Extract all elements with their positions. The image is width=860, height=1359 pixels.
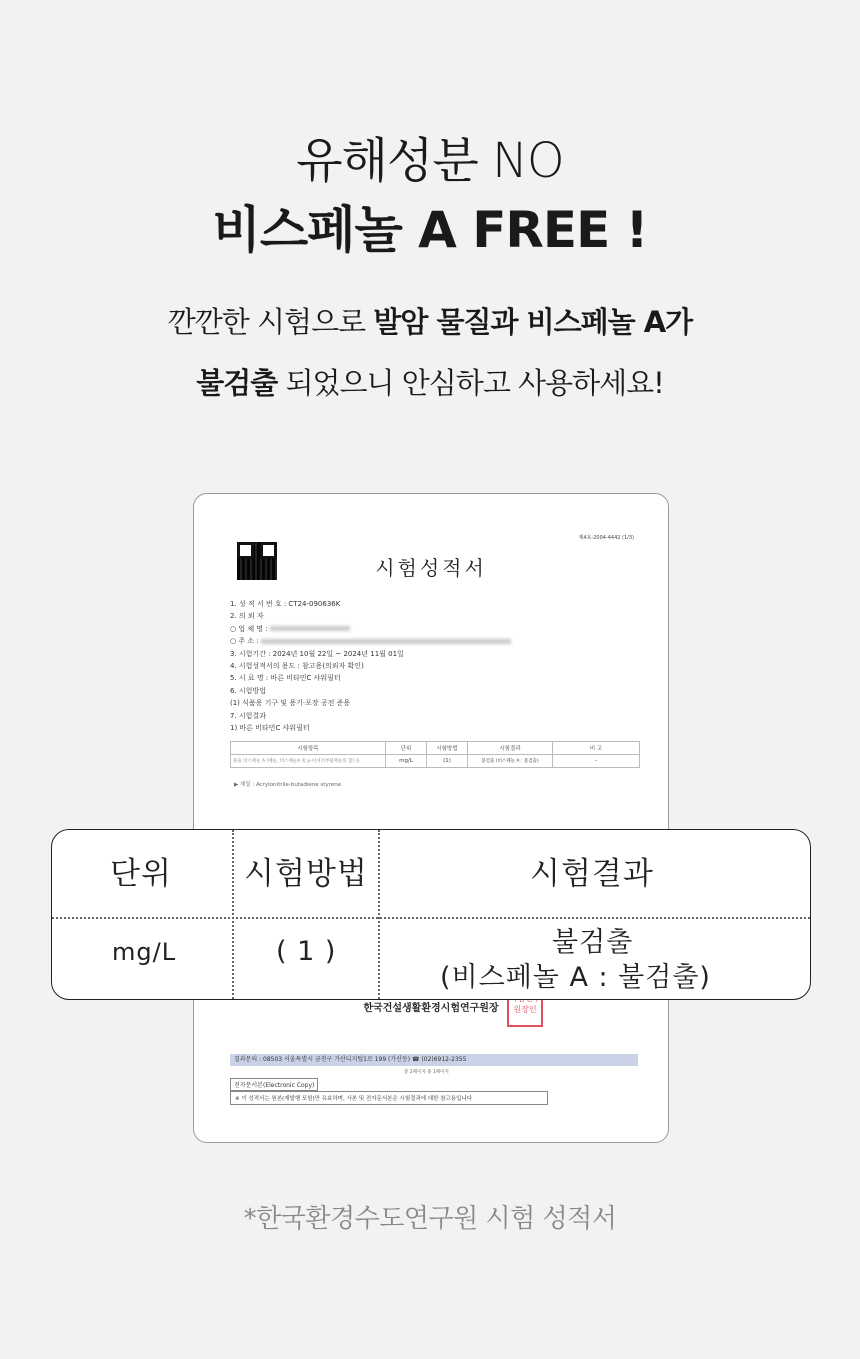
table-row — [231, 755, 640, 768]
official-stamp: 원장인 — [507, 991, 543, 1027]
document-line: 4. 시험성적서의 용도 : 참고용(의뢰자 확인) — [230, 662, 364, 671]
zoom-divider — [378, 830, 380, 999]
headline-line2: 비스페놀 A FREE ! — [212, 201, 648, 259]
table-cell: 불검출 (비스페놀 A : 불검출) — [468, 755, 553, 768]
table-header-cell: 단위 — [386, 742, 427, 755]
document-line: 2. 의 뢰 자 — [230, 612, 264, 621]
document-line: 7. 시험결과 — [230, 711, 266, 720]
zoom-header-method: 시험방법 — [244, 856, 368, 892]
zoom-divider — [52, 917, 810, 919]
document-line-label: ○ 주 소 : — [230, 637, 259, 646]
table-header-cell: 시험항목 — [231, 742, 386, 755]
table-row — [231, 742, 640, 755]
document-number: 제4호-2004-4442 (1/3) — [578, 535, 634, 541]
mini-result-table — [230, 741, 640, 768]
zoom-divider — [232, 830, 234, 999]
table-cell: (1) — [427, 755, 468, 768]
description-line1-bold: 발암 물질과 비스페놀 A가 — [373, 305, 693, 339]
electronic-copy-label: 전자문서본(Electronic Copy) — [230, 1078, 318, 1091]
zoom-value-result-line2: (비스페놀 A : 불검출) — [440, 962, 711, 993]
table-cell: 용출 비스페놀 A (페놀, 비스페놀A 및 p-터셔리부틸페놀의 합) 등 — [231, 755, 386, 768]
document-line: 3. 시험기간 : 2024년 10월 22일 ~ 2024년 11월 01일 — [230, 649, 404, 658]
zoom-header-result: 시험결과 — [530, 856, 654, 892]
document-line: (1) 식품용 기구 및 용기·포장 공전 준용 — [230, 699, 351, 708]
redacted-text — [261, 639, 511, 644]
footnote-caption: *한국환경수도연구원 시험 성적서 — [243, 1204, 617, 1234]
address-bar: 결과문의 : 08503 서울특별시 금천구 가산디지털1로 199 (가산동) ☎ (02)6912-2355 — [230, 1054, 638, 1066]
description-line1 — [0, 300, 860, 341]
description-line2-bold: 불검출 — [196, 366, 278, 400]
description-line1-plain: 깐깐한 시험으로 — [167, 305, 374, 339]
zoom-header-unit: 단위 — [110, 856, 172, 892]
document-title: 시험성적서 — [375, 556, 487, 580]
zoom-value-unit: mg/L — [112, 938, 177, 966]
headline-line1: 유해성분 NO — [296, 133, 564, 189]
page-count: 총 2페이지 중 1페이지 — [404, 1070, 449, 1075]
zoom-value-method: ( 1 ) — [276, 936, 337, 967]
table-header-cell: 시험결과 — [468, 742, 553, 755]
description-line2-plain: 되었으니 안심하고 사용하세요! — [277, 366, 664, 400]
zoomed-result-table — [51, 829, 811, 1000]
description-line2 — [0, 361, 860, 402]
document-line — [230, 635, 640, 647]
table-cell: mg/L — [386, 755, 427, 768]
redacted-text — [270, 626, 350, 631]
document-line: 1) 바른 비타민C 샤워필터 — [230, 724, 310, 733]
test-report-card — [193, 493, 669, 1143]
material-note: ▶ 재질 : Acrylonitrile-butadiene styrene — [234, 782, 342, 788]
document-line: 5. 시 료 명 : 바른 비타민C 샤워필터 — [230, 674, 341, 683]
institute-name: 한국건설생활환경시험연구원장 — [363, 1003, 499, 1014]
document-line: 6. 시험방법 — [230, 686, 266, 695]
table-header-cell: 비 고 — [553, 742, 640, 755]
document-line-label: ○ 업 체 명 : — [230, 624, 268, 633]
table-header-cell: 시험방법 — [427, 742, 468, 755]
disclaimer-note: ※ 이 성적서는 원본(재발행 포함)만 유효하며, 사본 및 전자문서본은 시험결과에 대한 참고용입니다 — [230, 1091, 548, 1105]
document-line — [230, 623, 640, 635]
zoom-value-result-line1: 불검출 — [552, 927, 634, 958]
document-line: 1. 성 적 서 번 호 : CT24-090636K — [230, 600, 341, 608]
table-cell: - — [553, 755, 640, 768]
document-lines — [230, 598, 640, 734]
